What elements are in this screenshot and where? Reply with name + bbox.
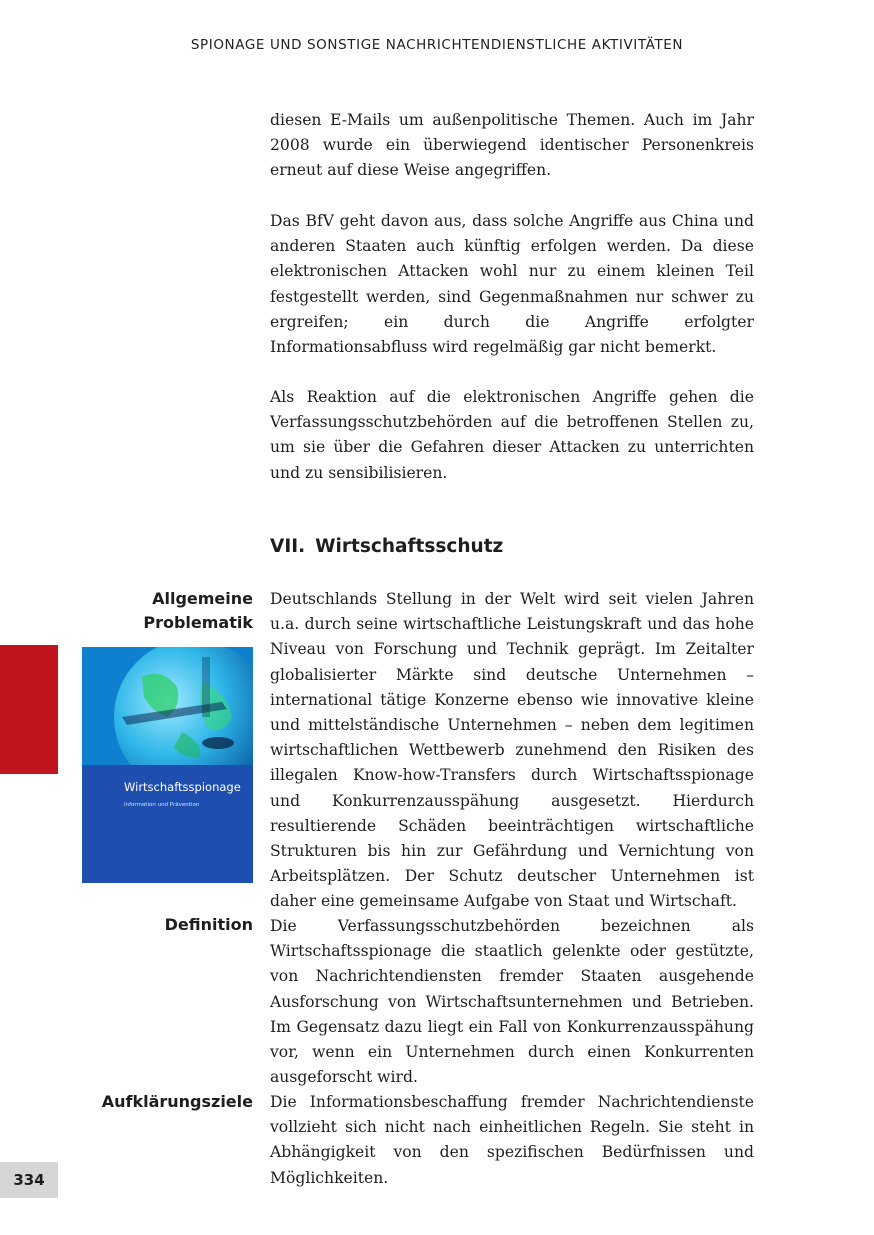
paragraph-general-problem: Deutschlands Stellung in der Welt wird seit vielen Jahren u.a. durch seine wirtschaftliche Leistungskraft und das hohe Niveau von Forschung und Technik geprägt. Im Zeitalter globalisierter Märkte sind deutsche Unternehmen – international tätige Konzerne ebenso wie innovative kleine und mittelständische Unternehmen – neben dem legitimen wirtschaftlichen Wettbewerb zunehmend den Risiken des illegalen Know-how-Transfers durch Wirtschaftsspionage und Konkurrenzausspähung ausgesetzt. Hierdurch resultierende Schäden beeinträchtigen wirtschaftliche Strukturen bis hin zur Gefährdung und Vernichtung von Arbeitsplätzen. Der Schutz deutscher Unternehmen ist daher eine gemeinsame Aufgabe von Staat und Wirtschaft. <box>270 590 754 911</box>
book-cover-image <box>82 647 253 883</box>
margin-label-definition: Definition <box>164 915 253 934</box>
book-cover-artwork <box>82 647 253 883</box>
chapter-color-tab <box>0 645 58 774</box>
book-cover-title: Wirtschaftsspionage <box>124 780 241 794</box>
margin-label-targets: Aufklärungsziele <box>101 1092 253 1111</box>
section-title: Wirtschaftsschutz <box>315 536 504 557</box>
section-heading <box>270 536 503 557</box>
margin-label-general-line2: Problematik <box>143 613 253 632</box>
margin-label-general <box>143 587 253 635</box>
paragraph-email-attacks: diesen E-Mails um außenpolitische Themen. Auch im Jahr 2008 wurde ein überwiegend identischer Personenkreis erneut auf diese Weise angegriffen. <box>270 111 754 180</box>
paragraph-targets: Die Informationsbeschaffung fremder Nachrichtendienste vollzieht sich nicht nach einheitlichen Regeln. Sie steht in Abhängigkeit von den spezifischen Bedürfnissen und Möglichkeiten. <box>270 1093 754 1187</box>
page-number: 334 <box>0 1162 58 1198</box>
running-header: SPIONAGE UND SONSTIGE NACHRICHTENDIENSTLICHE AKTIVITÄTEN <box>190 37 684 53</box>
section-number: VII. <box>270 536 306 557</box>
paragraph-reaction: Als Reaktion auf die elektronischen Angriffe gehen die Verfassungsschutzbehörden auf die betroffenen Stellen zu, um sie über die Gefahren dieser Attacken zu unterrichten und zu sensibilisieren. <box>270 388 754 482</box>
paragraph-definition: Die Verfassungsschutzbehörden bezeichnen als Wirtschaftsspionage die staatlich gelenkte oder gestützte, von Nachrichtendiensten fremder Staaten ausgehende Ausforschung von Wirtschaftsunternehmen und Betrieben. Im Gegensatz dazu liegt ein Fall von Konkurrenzausspähung vor, wenn ein Unternehmen durch einen Konkurrenten ausgeforscht wird. <box>270 917 754 1087</box>
paragraph-bfv-assessment: Das BfV geht davon aus, dass solche Angriffe aus China und anderen Staaten auch künftig erfolgen werden. Da diese elektronischen Attacken wohl nur zu einem kleinen Teil festgestellt werden, sind Gegenmaßnahmen nur schwer zu ergreifen; ein durch die Angriffe erfolgter Informationsabfluss wird regelmäßig gar nicht bemerkt. <box>270 212 754 357</box>
book-cover-subtitle: Information und Prävention <box>124 802 200 808</box>
margin-label-general-line1: Allgemeine <box>152 589 253 608</box>
